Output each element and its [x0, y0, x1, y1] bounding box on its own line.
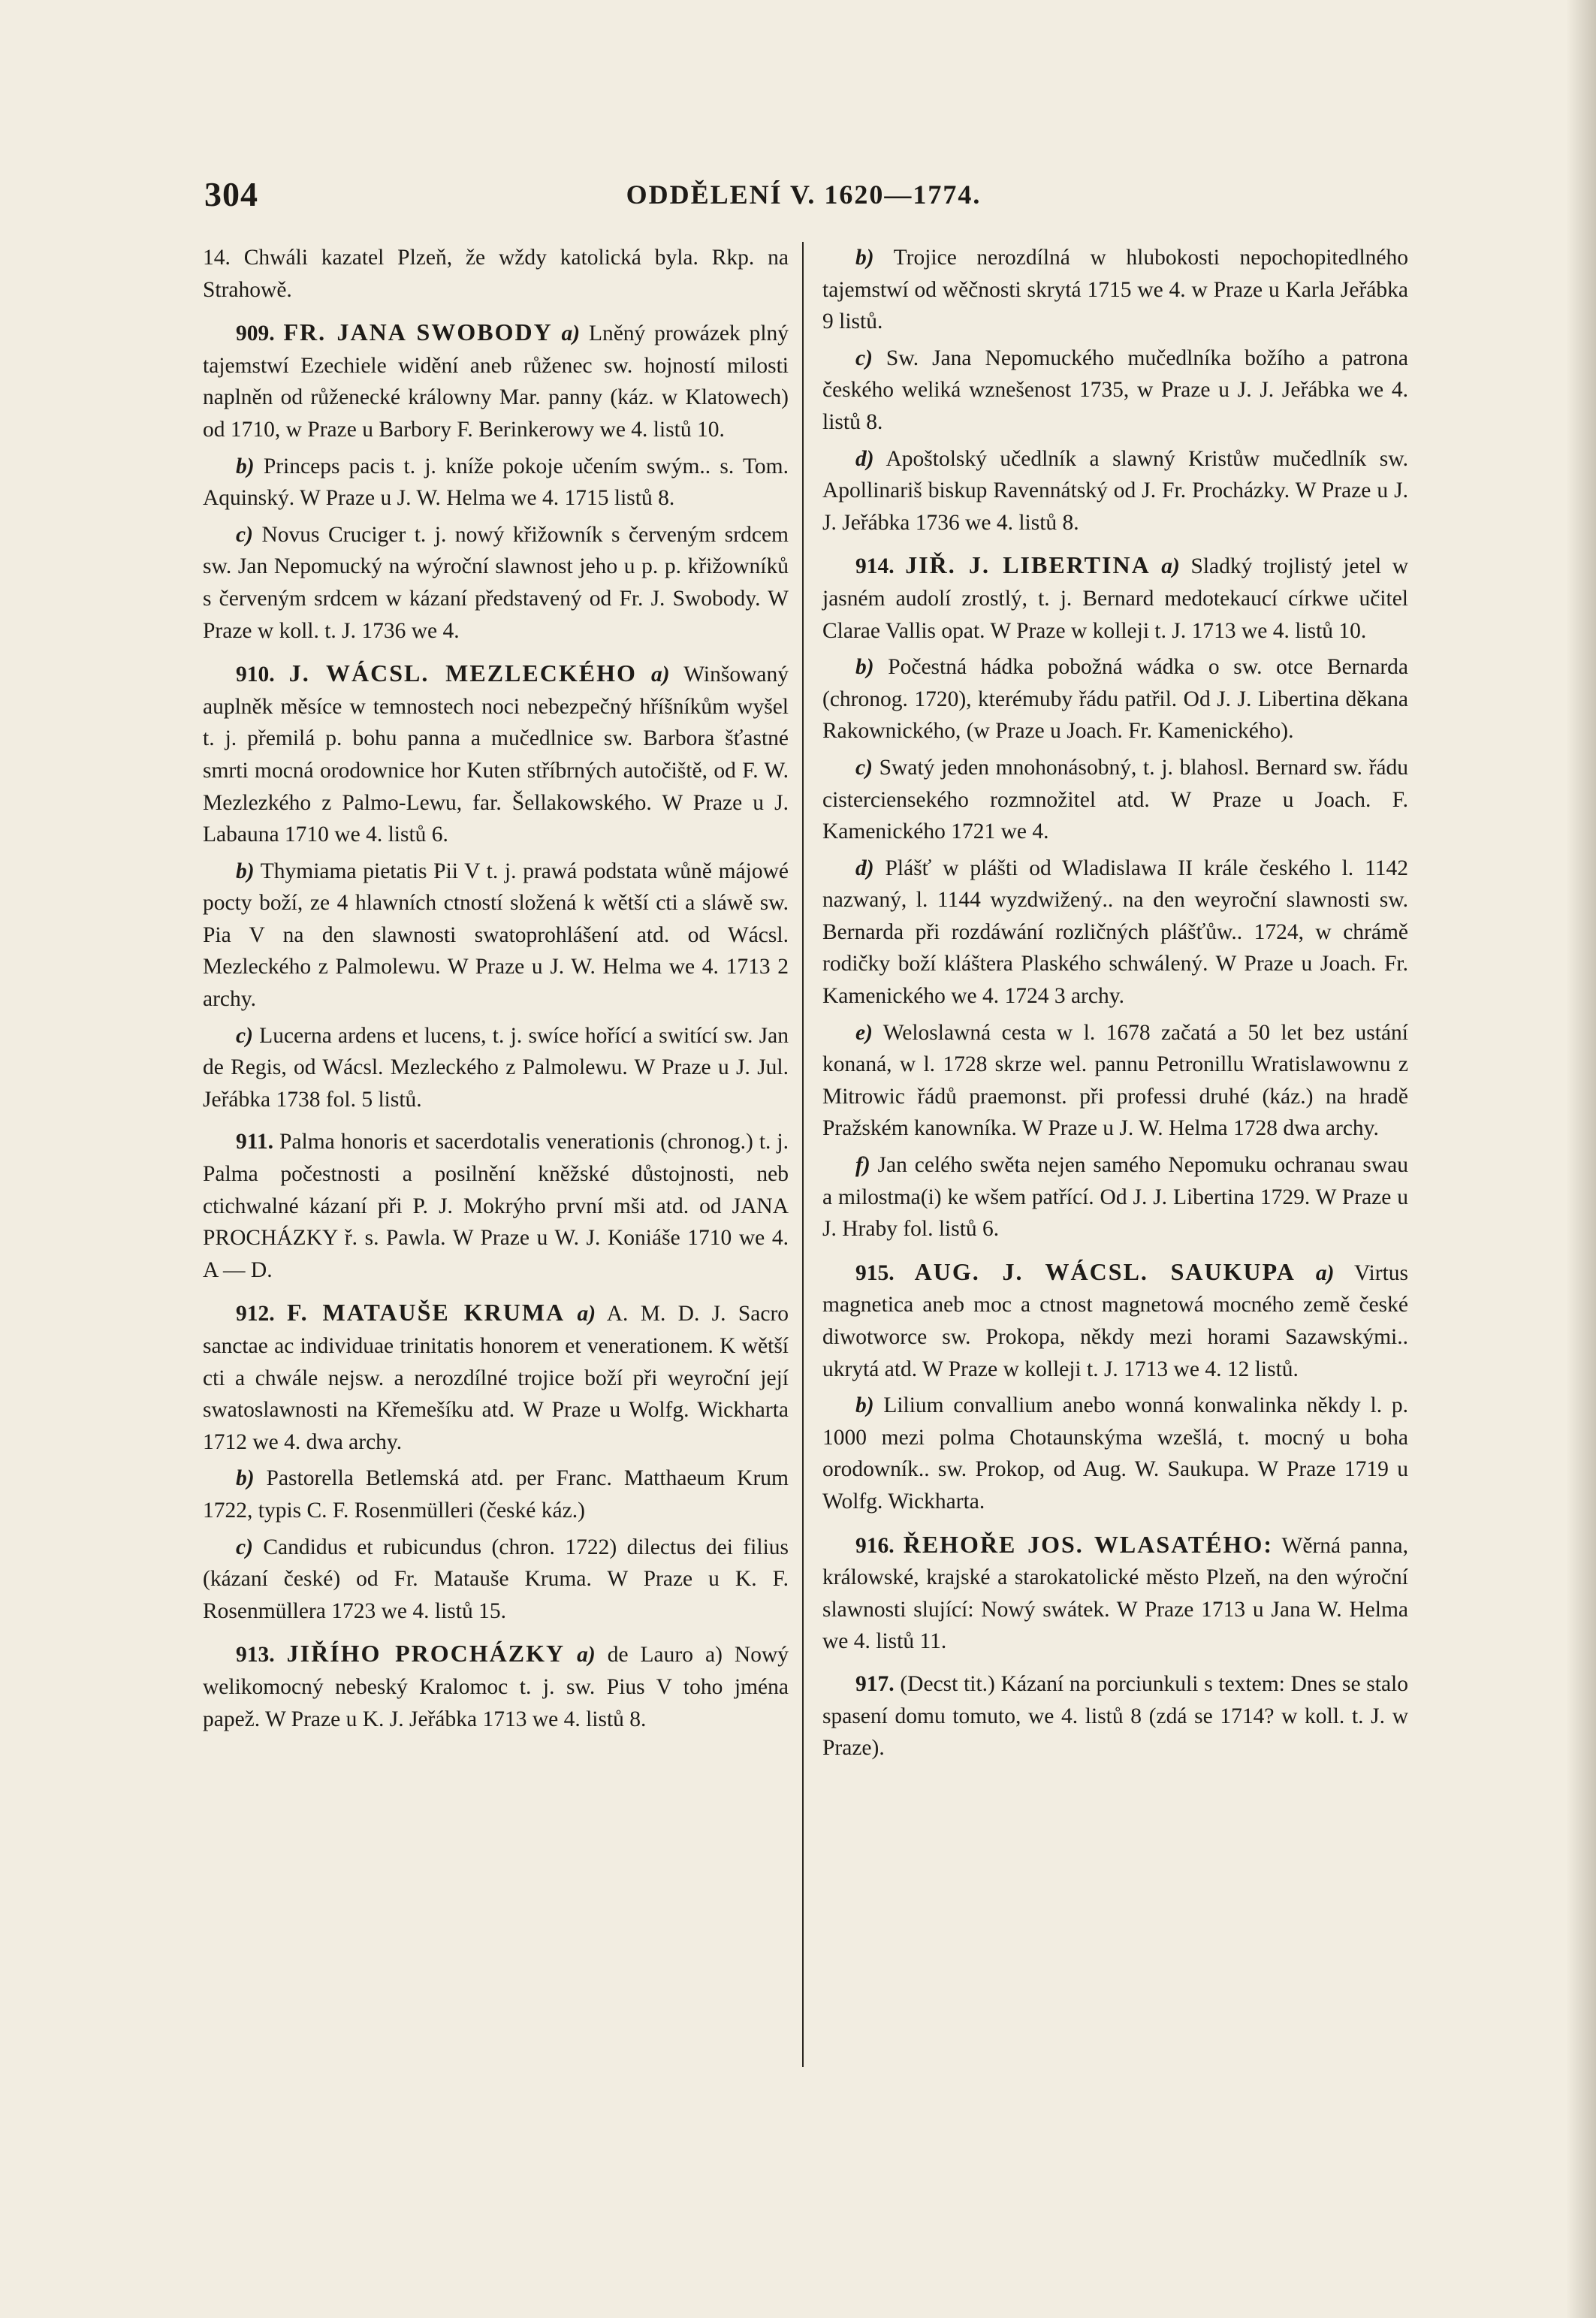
entry-text: Jan celého swěta nejen samého Nepomuku ochranau swau a milostma(i) ke wšem patřící. Od J. J. Libertina 1729. W Praze u J. Hraby fol. listů 6. [822, 1153, 1409, 1242]
catalog-entry [822, 1149, 1408, 1245]
entry-author: J. WÁCSL. MEZLECKÉHO [288, 659, 637, 687]
entry-author: JIŘ. J. LIBERTINA [905, 551, 1151, 579]
entry-text: Wěrná panna, králowské, krajské a starokatolické město Plzeň, na den wýroční slawnosti slující: Nowý swátek. W Praze 1713 u Jana W. Helma we 4. listů 11. [822, 1533, 1409, 1654]
entry-text: Pastorella Betlemská atd. per Franc. Matthaeum Krum 1722, typis C. F. Rosenmülleri (české káz.) [203, 1466, 789, 1523]
entry-text: (Decst tit.) Kázaní na porciunkuli s textem: Dnes se stalo spasení domu tomuto, we 4. listů 8 (zdá se 1714? w koll. t. J. w Praze). [822, 1671, 1408, 1761]
catalog-entry [203, 1532, 789, 1628]
catalog-entry [822, 443, 1408, 539]
catalog-entry [822, 343, 1408, 439]
entry-number: 913. [236, 1643, 275, 1668]
entry-label: c) [236, 522, 253, 547]
entry-number: 910. [236, 663, 275, 687]
entry-number: 909. [236, 321, 275, 346]
catalog-entry [203, 657, 789, 851]
entry-text: Candidus et rubicundus (chron. 1722) dilectus dei filius (kázaní české) od Fr. Matauše Kruma. W Praze u K. F. Rosenmüllera 1723 we 4. listů 15. [203, 1535, 789, 1623]
entry-label: c) [236, 1535, 253, 1559]
right-column [822, 242, 1408, 1769]
entry-text: Plášť w plášti od Wladislawa II krále českého l. 1142 nazwaný, l. 1144 wyzdwižený.. na den weyroční slawnosti sw. Bernarda při rozdáwání rozličných plášťůw.. 1724, w chrámě rodičky boží kláštera Plaského schwálený. W Praze u Joach. Fr. Kamenického we 4. 1724 3 archy. [822, 856, 1408, 1009]
entry-text: Lněný prowázek plný tajemstwí Ezechiele widění aneb růženec sw. hojností milosti naplněn od růženecké králowny Mar. panny (káz. w Klatowech) od 1710, w Praze u Barbory F. Berinkerowy we 4. listů 10. [203, 321, 789, 442]
entry-number: 911. [236, 1130, 273, 1154]
catalog-entry [822, 1529, 1408, 1658]
entry-text: Trojice nerozdílná w hlubokosti nepochopitedlného tajemstwí od wěčnosti skrytá 1715 we 4. w Praze u Karla Jeřábka 9 listů. [822, 246, 1409, 334]
entry-text: Thymiama pietatis Pii V t. j. prawá podstata wůně májowé pocty boží, ze 4 hlawních ctností složená k wětší cti a sláwě sw. Pia V na den slawnosti swatoprohlášení atd. od Wácsl. Mezleckého z Palmolewu. W Praze u J. W. Helma we 4. 1713 2 archy. [203, 859, 789, 1012]
page-number: 304 [204, 175, 258, 213]
entry-author: F. MATAUŠE KRUMA [286, 1299, 566, 1327]
entry-label: d) [855, 856, 874, 880]
page-edge-shadow [1566, 0, 1596, 2318]
catalog-entry [822, 242, 1408, 338]
entry-label: a) [1161, 554, 1180, 579]
entry-label: c) [855, 755, 873, 780]
entry-label: d) [855, 446, 874, 471]
entry-label: a) [577, 1302, 596, 1327]
entry-text: Novus Cruciger t. j. nowý křižowník s červeným srdcem sw. Jan Nepomucký na wýroční slawnost jeho u p. p. křižowníků s červeným srdcem w kázaní představený od Fr. J. Swobody. W Praze w koll. t. J. 1736 we 4. [203, 522, 789, 643]
entry-label: a) [577, 1643, 596, 1668]
entry-text: Weloslawná cesta w l. 1678 začatá a 50 let bez ustání konaná, w l. 1728 skrze wel. pannu Petronillu Wratislawownu z Mitrowic řádů praemonst. při professi druhé (káz.) na hradě Pražském kanowníka. W Praze u J. W. Helma 1728 dwa archy. [822, 1020, 1409, 1141]
catalog-entry [822, 1390, 1408, 1517]
catalog-entry [822, 752, 1408, 848]
entry-author: AUG. J. WÁCSL. SAUKUPA [914, 1257, 1296, 1285]
entry-label: b) [236, 454, 255, 478]
catalog-entry [203, 1296, 789, 1458]
entry-label: b) [236, 1466, 255, 1491]
entry-number: 916. [855, 1533, 895, 1558]
entry-label: a) [561, 321, 581, 346]
entry-text: 14. Chwáli kazatel Plzeň, že wždy katolická byla. Rkp. na Strahowě. [203, 246, 789, 302]
catalog-entry [203, 519, 789, 647]
entry-text: Virtus magnetica aneb moc a ctnost magnetowá mocného země české diwotworce sw. Prokopa, někdy mezi horami Sazawskými.. ukrytá atd. W Praze w kolleji t. J. 1713 we 4. 12 listů. [822, 1260, 1408, 1381]
catalog-entry [203, 316, 789, 445]
entry-text: Sladký trojlistý jetel w jasném audolí zrostlý, t. j. Bernard medotekaucí církwe učitel Clarae Vallis opat. W Praze w kolleji t. J. 1713 we 4. listů 10. [822, 554, 1409, 643]
entry-label: b) [236, 859, 255, 883]
page-header [204, 174, 1403, 219]
entry-label: c) [236, 1023, 253, 1048]
catalog-entry [822, 1017, 1408, 1145]
entry-text: Palma honoris et sacerdotalis venerationis (chronog.) t. j. Palma počestnosti a posilnění kněžské důstojnosti, neb ctichwalné kázaní při P. J. Mokrýho první mši atd. od JANA PROCHÁZKY ř. s. Pawla. W Praze u W. J. Koniáše 1710 we 4. A — D. [203, 1130, 789, 1282]
entry-label: f) [855, 1153, 870, 1178]
entry-number: 914. [855, 554, 895, 579]
entry-number: 912. [236, 1302, 275, 1327]
catalog-entry [203, 451, 789, 515]
catalog-entry [203, 1462, 789, 1526]
entry-label: b) [855, 1393, 874, 1418]
entry-text: Lilium convallium anebo wonná konwalinka někdy l. p. 1000 mezi polma Chotaunskýma wzešlá, t. mocný u boha orodowník.. sw. Prokop, od Aug. W. Saukupa. W Praze 1719 u Wolfg. Wickharta. [822, 1393, 1408, 1514]
entry-label: b) [855, 655, 874, 680]
entry-label: a) [651, 663, 670, 687]
catalog-entry [822, 1668, 1408, 1764]
catalog-entry [203, 856, 789, 1016]
entry-text: Sw. Jana Nepomuckého mučedlníka božího a patrona českého weliká wznešenost 1735, w Praze u J. J. Jeřábka we 4. listů 8. [822, 346, 1408, 434]
catalog-entry [203, 242, 789, 306]
entry-text: de Lauro a) Nowý welikomocný nebeský Kralomoc t. j. sw. Pius V toho jména papež. W Praze u K. J. Jeřábka 1713 we 4. listů 8. [203, 1643, 789, 1731]
catalog-entry [203, 1637, 789, 1735]
entry-text: Lucerna ardens et lucens, t. j. swíce hořící a switící sw. Jan de Regis, od Wácsl. Mezleckého z Palmolewu. W Praze u J. Jul. Jeřábka 1738 fol. 5 listů. [203, 1023, 789, 1112]
column-divider [802, 242, 804, 2067]
entry-author: JIŘÍHO PROCHÁZKY [286, 1640, 566, 1668]
catalog-entry [822, 853, 1408, 1013]
catalog-entry [203, 1126, 789, 1286]
entry-text: Swatý jeden mnohonásobný, t. j. blahosl. Bernard sw. řádu cisterciensekého rozmnožitel atd. W Praze u Joach. F. Kamenického 1721 we 4. [822, 755, 1409, 844]
entry-number: 917. [855, 1671, 895, 1696]
entry-text: Winšowaný auplněk měsíce w temnostech noci nebezpečný hříšníkům wyšel t. j. přemilá p. bohu panna a mučedlnice sw. Barbora šťastné smrti mocná orodownice hor Kuten stříbrných autočiště, od F. W. Mezlezkého z Palmo-Lewu, far. Šellakowského. W Praze u J. Labauna 1710 we 4. listů 6. [203, 663, 789, 847]
entry-label: c) [855, 346, 873, 370]
running-head: ODDĚLENÍ V. 1620—1774. [626, 180, 982, 210]
entry-text: Apoštolský učedlník a slawný Kristůw mučedlník sw. Apollinariš biskup Ravennátský od J. Fr. Procházky. W Praze u J. J. Jeřábka 1736 we 4. listů 8. [822, 446, 1408, 535]
catalog-entry [822, 651, 1408, 747]
entry-label: a) [1315, 1260, 1335, 1285]
entry-text: Princeps pacis t. j. kníže pokoje učením swým.. s. Tom. Aquinský. W Praze u J. W. Helma we 4. 1715 listů 8. [203, 454, 789, 511]
catalog-entry [822, 1256, 1408, 1385]
entry-author: ŘEHOŘE JOS. WLASATÉHO: [903, 1530, 1273, 1558]
entry-author: FR. JANA SWOBODY [283, 318, 553, 346]
entry-number: 915. [855, 1260, 895, 1285]
entry-label: e) [855, 1020, 873, 1045]
catalog-entry [203, 1020, 789, 1116]
catalog-entry [822, 549, 1408, 647]
entry-text: A. M. D. J. Sacro sanctae ac individuae trinitatis honorem et venerationem. K wětší cti a chwále nejsw. a nerozdílné trojice boží při weyroční její swatoslawnosti na Křemešíku atd. W Praze u Wolfg. Wickharta 1712 we 4. dwa archy. [203, 1302, 789, 1454]
entry-label: b) [855, 246, 874, 270]
left-column [203, 242, 789, 1740]
entry-text: Počestná hádka pobožná wádka o sw. otce Bernarda (chronog. 1720), kterémuby řádu patřil. Od J. J. Libertina děkana Rakownického, (w Praze u Joach. Fr. Kamenického). [822, 655, 1408, 744]
